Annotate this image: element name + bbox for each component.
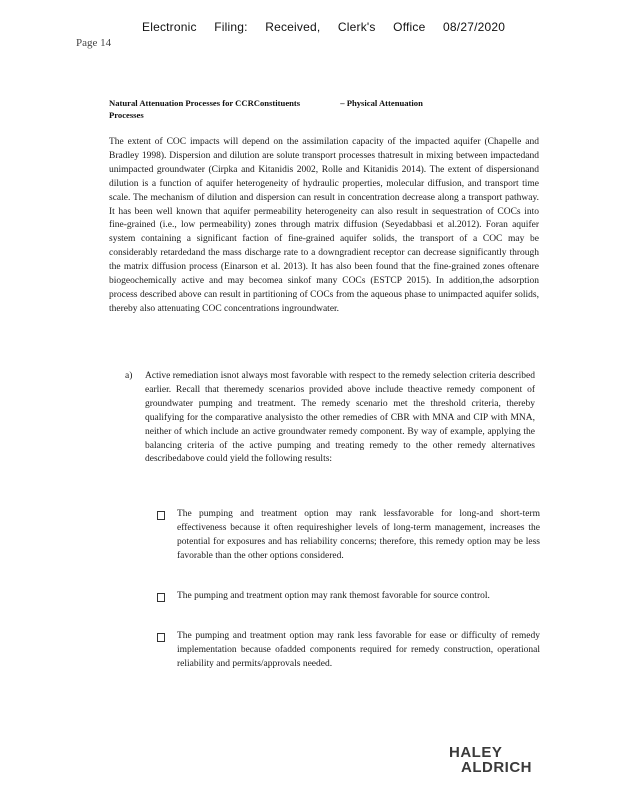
bullet-text: The pumping and treatment option may rank less favorable for ease or difficulty of remedy implementation because ofadded components required for remedy construction, operational reliability and permits/approvals needed. (177, 631, 540, 669)
list-marker: a) (125, 371, 133, 381)
bullet-box-icon (157, 593, 165, 602)
section-heading-title: Natural Attenuation Processes for CCRConstituents (109, 98, 301, 108)
bullet-item (157, 630, 540, 672)
logo-line-2: ALDRICH (461, 759, 532, 776)
bullet-box-icon (157, 633, 165, 642)
filing-date: 08/27/2020 (443, 20, 506, 34)
filing-word-2: Filing: (214, 20, 248, 34)
bullet-item (157, 508, 540, 564)
filing-word-4: Clerk's (337, 20, 376, 34)
section-heading-subtitle: – Physical Attenuation (340, 98, 423, 108)
haley-aldrich-logo (449, 745, 545, 777)
bullet-text: The pumping and treatment option may rank themost favorable for source control. (177, 591, 490, 601)
body-paragraph: The extent of COC impacts will depend on the assimilation capacity of the impacted aquifer (Chapelle and Bradley 1998). Dispersion and dilution are solute transport processes thatresult in mixing between impactedand unimpacted groundwater (Cirpka and Kitanidis 2002, Rolle and Kitanidis 2014). The extent of dispersionand dilution is a function of aquifer heterogeneity of hydraulic properties, molecular diffusion, and transport time scale. The mechanism of dilution and dispersion can result in concentration decrease along a transport pathway. It has been well known that aquifer permeability heterogeneity can also result in sequestration of COCs into fine-grained (i.e., low permeability) zones through matrix diffusion (Seyedabbasi et al.2012). Foran aquifer system containing a significant faction of fine-grained aquifer solids, the transport of a COC may be considerably retardedand the mass discharge rate to a downgradient receptor can decrease significantly through the matrix diffusion process (Einarson et al. 2013). It has also been found that the fine-grained zones oftenare biogeochemically active and may becomea sinkof many COCs (ESTCP 2015). In addition,the adsorption process described above can result in partitioning of COCs from the aqueous phase to unimpacted aquifer solids, thereby also attenuating COC concentrations ingroundwater. (109, 137, 539, 314)
filing-word-3: Received, (265, 20, 321, 34)
list-item-text: Active remediation isnot always most favorable with respect to the remedy selection criteria described earlier. Recall that theremedy scenarios provided above include theactive remedy component of groundwater pumping and treatment. The remedy scenario met the threshold criteria, thereby qualifying for the comparative analysisto the other remedies of CBR with MNA and CIP with MNA, neither of which include an active groundwater remedy component. By way of example, applying the balancing criteria of the active pumping and treating remedy to the other remedy alternatives describedabove could yield the following results: (145, 371, 535, 465)
logo-line-1: HALEY (449, 744, 503, 761)
bullet-text: The pumping and treatment option may rank lessfavorable for long-and short-term effectiveness because it often requireshigher levels of long-term management, increases the potential for exposures and has reliability concerns; therefore, this remedy option may be less favorable than the other options considered. (177, 509, 540, 561)
section-heading (109, 97, 489, 121)
section-heading-line2: Processes (109, 110, 144, 120)
list-item-a (125, 370, 535, 467)
bullet-box-icon (157, 511, 165, 520)
page-number: Page 14 (76, 37, 112, 49)
filing-word-1: Electronic (142, 20, 197, 34)
filing-word-5: Office (393, 20, 426, 34)
filing-stamp (142, 20, 519, 34)
bullet-item (157, 590, 540, 604)
